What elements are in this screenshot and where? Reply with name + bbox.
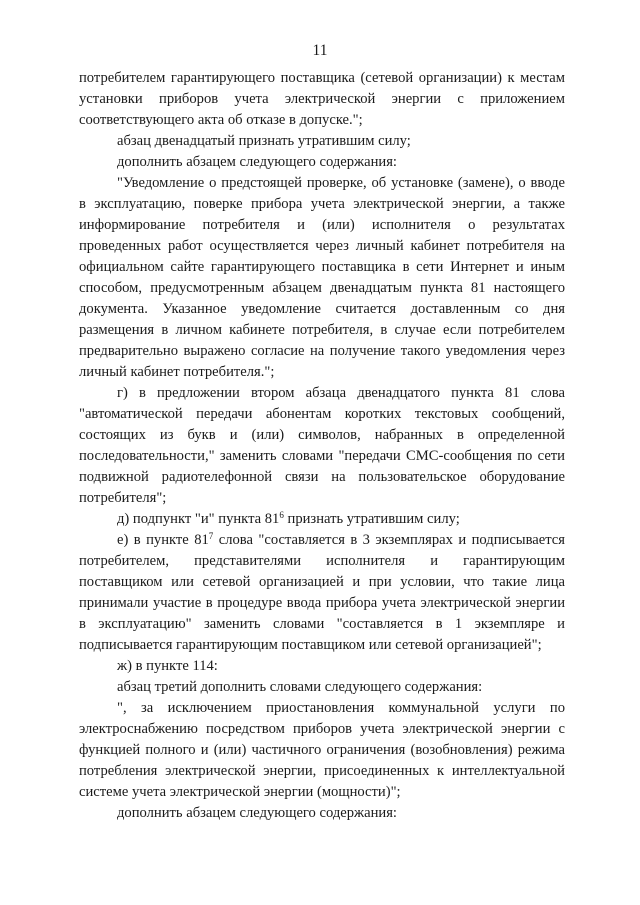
paragraph-item-g: г) в предложении втором абзаца двенадцатого пункта 81 слова "автоматической передачи абонентам коротких текстовых сообщений, состоящих из букв и (или) символов, набранных в определенной последовательности," заменить словами "передачи СМС-сообщения по сети подвижной радиотелефонной связи на пользовательское оборудование потребителя"; xyxy=(79,385,565,506)
paragraph-continuation: потребителем гарантирующего поставщика (сетевой организации) к местам установки приборов учета электрической энергии с приложением соответствующего акта об отказе в допуске."; xyxy=(79,70,565,128)
paragraph-item-d xyxy=(79,509,565,530)
paragraph-item-e xyxy=(79,530,565,656)
item-e-superscript: 7 xyxy=(208,531,214,541)
paragraph-abzac-3: абзац третий дополнить словами следующего содержания: xyxy=(117,679,483,695)
document-body xyxy=(79,68,565,824)
paragraph-abzac-12: абзац двенадцатый признать утратившим силу; xyxy=(117,133,411,149)
paragraph-notification-quote: "Уведомление о предстоящей проверке, об установке (замене), о вводе в эксплуатацию, поверке прибора учета электрической энергии, а также информирование потребителя и (или) исполнителя о результатах проведенных работ осуществляется через личный кабинет потребителя на официальном сайте гарантирующего поставщика в сети Интернет и иным способом, предусмотренным абзацем двенадцатым пункта 81 настоящего документа. Указанное уведомление считается доставленным со дня размещения в личном кабинете потребителя, в случае если потребителем предварительно выражено согласие на получение такого уведомления через личный кабинет потребителя."; xyxy=(79,175,565,380)
item-d-text: д) подпункт "и" пункта 81 xyxy=(117,511,280,527)
item-e-tail: слова "составляется в 3 экземплярах и подписывается потребителем, представителями исполнителя и гарантирующим поставщиком или сетевой организацией и при условии, что такие лица принимали участие в процедуре ввода прибора учета электрической энергии в эксплуатацию" заменить словами "составляется в 1 экземпляре и подписывается гарантирующим поставщиком или сетевой организацией"; xyxy=(79,532,565,653)
item-e-text: е) в пункте 81 xyxy=(117,532,209,548)
paragraph-add-abzac-final: дополнить абзацем следующего содержания: xyxy=(117,805,397,821)
item-d-tail: признать утратившим силу; xyxy=(283,511,460,527)
paragraph-add-abzac: дополнить абзацем следующего содержания: xyxy=(117,154,397,170)
item-d-superscript: 6 xyxy=(279,510,284,520)
paragraph-item-zh: ж) в пункте 114: xyxy=(117,658,218,674)
paragraph-exception-quote: ", за исключением приостановления коммунальной услуги по электроснабжению посредством приборов учета электрической энергии с функцией полного и (или) частичного ограничения (возобновления) режима потребления электрической энергии, присоединенных к интеллектуальной системе учета электрической энергии (мощности)"; xyxy=(79,700,565,800)
page-number: 11 xyxy=(312,42,328,59)
